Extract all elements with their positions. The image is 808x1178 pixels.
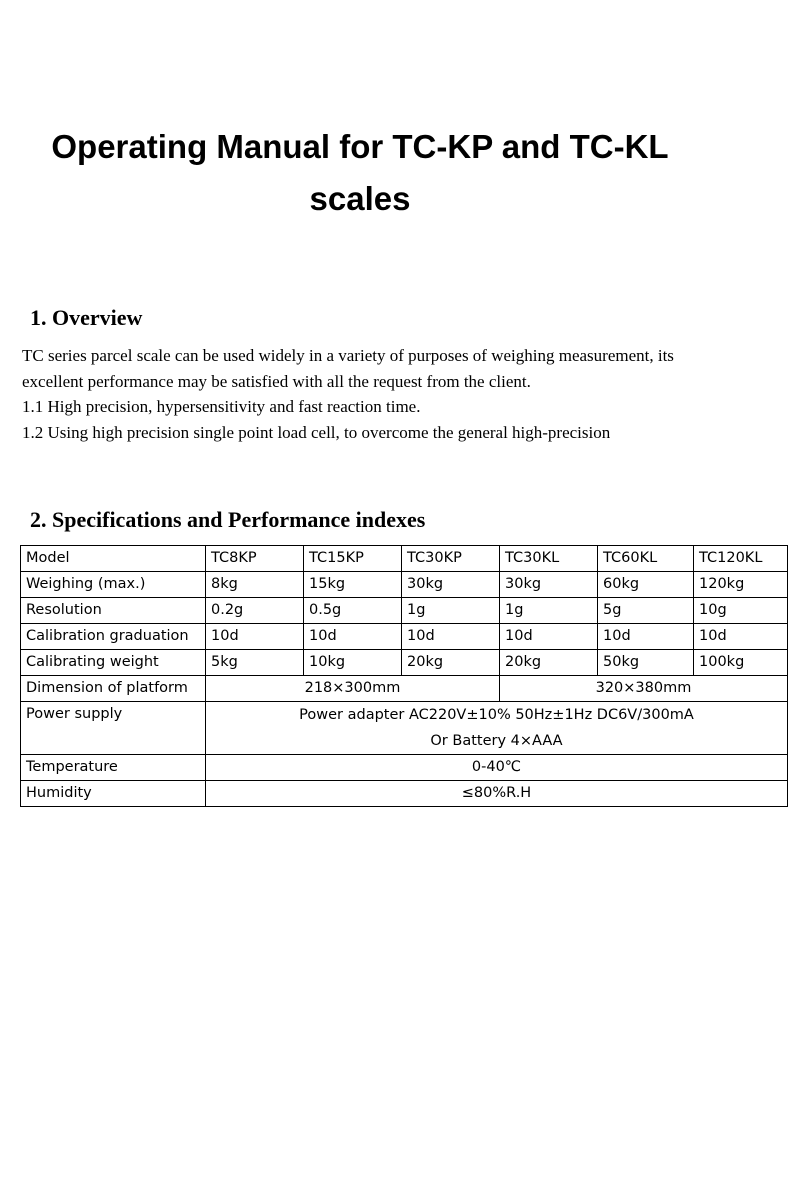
table-cell: 20kg <box>402 650 500 676</box>
overview-line: 1.2 Using high precision single point load cell, to overcome the general high-precision <box>22 422 611 442</box>
table-cell: 1g <box>402 598 500 624</box>
table-cell: 10d <box>694 624 788 650</box>
title-line-2: scales <box>309 180 411 217</box>
temperature-cell: 0-40℃ <box>206 755 788 781</box>
overview-line: 1.1 High precision, hypersensitivity and fast reaction time. <box>22 397 421 416</box>
table-cell: 50kg <box>598 650 694 676</box>
table-cell: 10d <box>304 624 402 650</box>
specifications-table <box>20 545 788 807</box>
table-cell: 10g <box>694 598 788 624</box>
row-label: Power supply <box>21 702 206 755</box>
overview-heading: 1. Overview <box>30 305 143 330</box>
model-cell: TC30KP <box>402 546 500 572</box>
document-title <box>0 121 720 225</box>
dimension-kl-cell: 320×380mm <box>500 676 788 702</box>
table-cell: 10d <box>500 624 598 650</box>
table-cell: 1g <box>500 598 598 624</box>
overview-line: TC series parcel scale can be used widely in a variety of purposes of weighing measurement, its <box>22 346 674 365</box>
table-cell: 8kg <box>206 572 304 598</box>
table-cell: 10d <box>206 624 304 650</box>
model-cell: TC120KL <box>694 546 788 572</box>
table-row <box>21 572 788 598</box>
table-row <box>21 676 788 702</box>
model-cell: TC30KL <box>500 546 598 572</box>
table-cell: 15kg <box>304 572 402 598</box>
row-label: Calibrating weight <box>21 650 206 676</box>
table-cell: 5kg <box>206 650 304 676</box>
table-cell: 10kg <box>304 650 402 676</box>
table-cell: 60kg <box>598 572 694 598</box>
model-cell: TC8KP <box>206 546 304 572</box>
row-label: Resolution <box>21 598 206 624</box>
table-row <box>21 755 788 781</box>
table-cell: 120kg <box>694 572 788 598</box>
table-row <box>21 546 788 572</box>
table-row <box>21 598 788 624</box>
table-row <box>21 702 788 755</box>
power-supply-cell <box>206 702 788 755</box>
table-cell: 30kg <box>402 572 500 598</box>
title-line-1: Operating Manual for TC-KP and TC-KL <box>51 128 669 165</box>
table-cell: 10d <box>402 624 500 650</box>
table-row <box>21 624 788 650</box>
overview-line: excellent performance may be satisfied with all the request from the client. <box>22 371 531 391</box>
specs-heading: 2. Specifications and Performance indexes <box>30 507 426 532</box>
row-label: Calibration graduation <box>21 624 206 650</box>
table-cell: 100kg <box>694 650 788 676</box>
table-cell: 10d <box>598 624 694 650</box>
table-row <box>21 781 788 807</box>
row-label: Humidity <box>21 781 206 807</box>
row-label: Dimension of platform <box>21 676 206 702</box>
table-cell: 30kg <box>500 572 598 598</box>
table-cell: 0.2g <box>206 598 304 624</box>
power-line-2: Or Battery 4×AAA <box>430 733 563 749</box>
dimension-kp-cell: 218×300mm <box>206 676 500 702</box>
model-cell: TC15KP <box>304 546 402 572</box>
overview-paragraph <box>22 343 802 445</box>
row-label: Weighing (max.) <box>21 572 206 598</box>
row-label: Model <box>21 546 206 572</box>
table-row <box>21 650 788 676</box>
humidity-cell: ≤80%R.H <box>206 781 788 807</box>
row-label: Temperature <box>21 755 206 781</box>
table-cell: 0.5g <box>304 598 402 624</box>
table-cell: 5g <box>598 598 694 624</box>
power-line-1: Power adapter AC220V±10% 50Hz±1Hz DC6V/300mA <box>299 707 694 723</box>
model-cell: TC60KL <box>598 546 694 572</box>
table-cell: 20kg <box>500 650 598 676</box>
